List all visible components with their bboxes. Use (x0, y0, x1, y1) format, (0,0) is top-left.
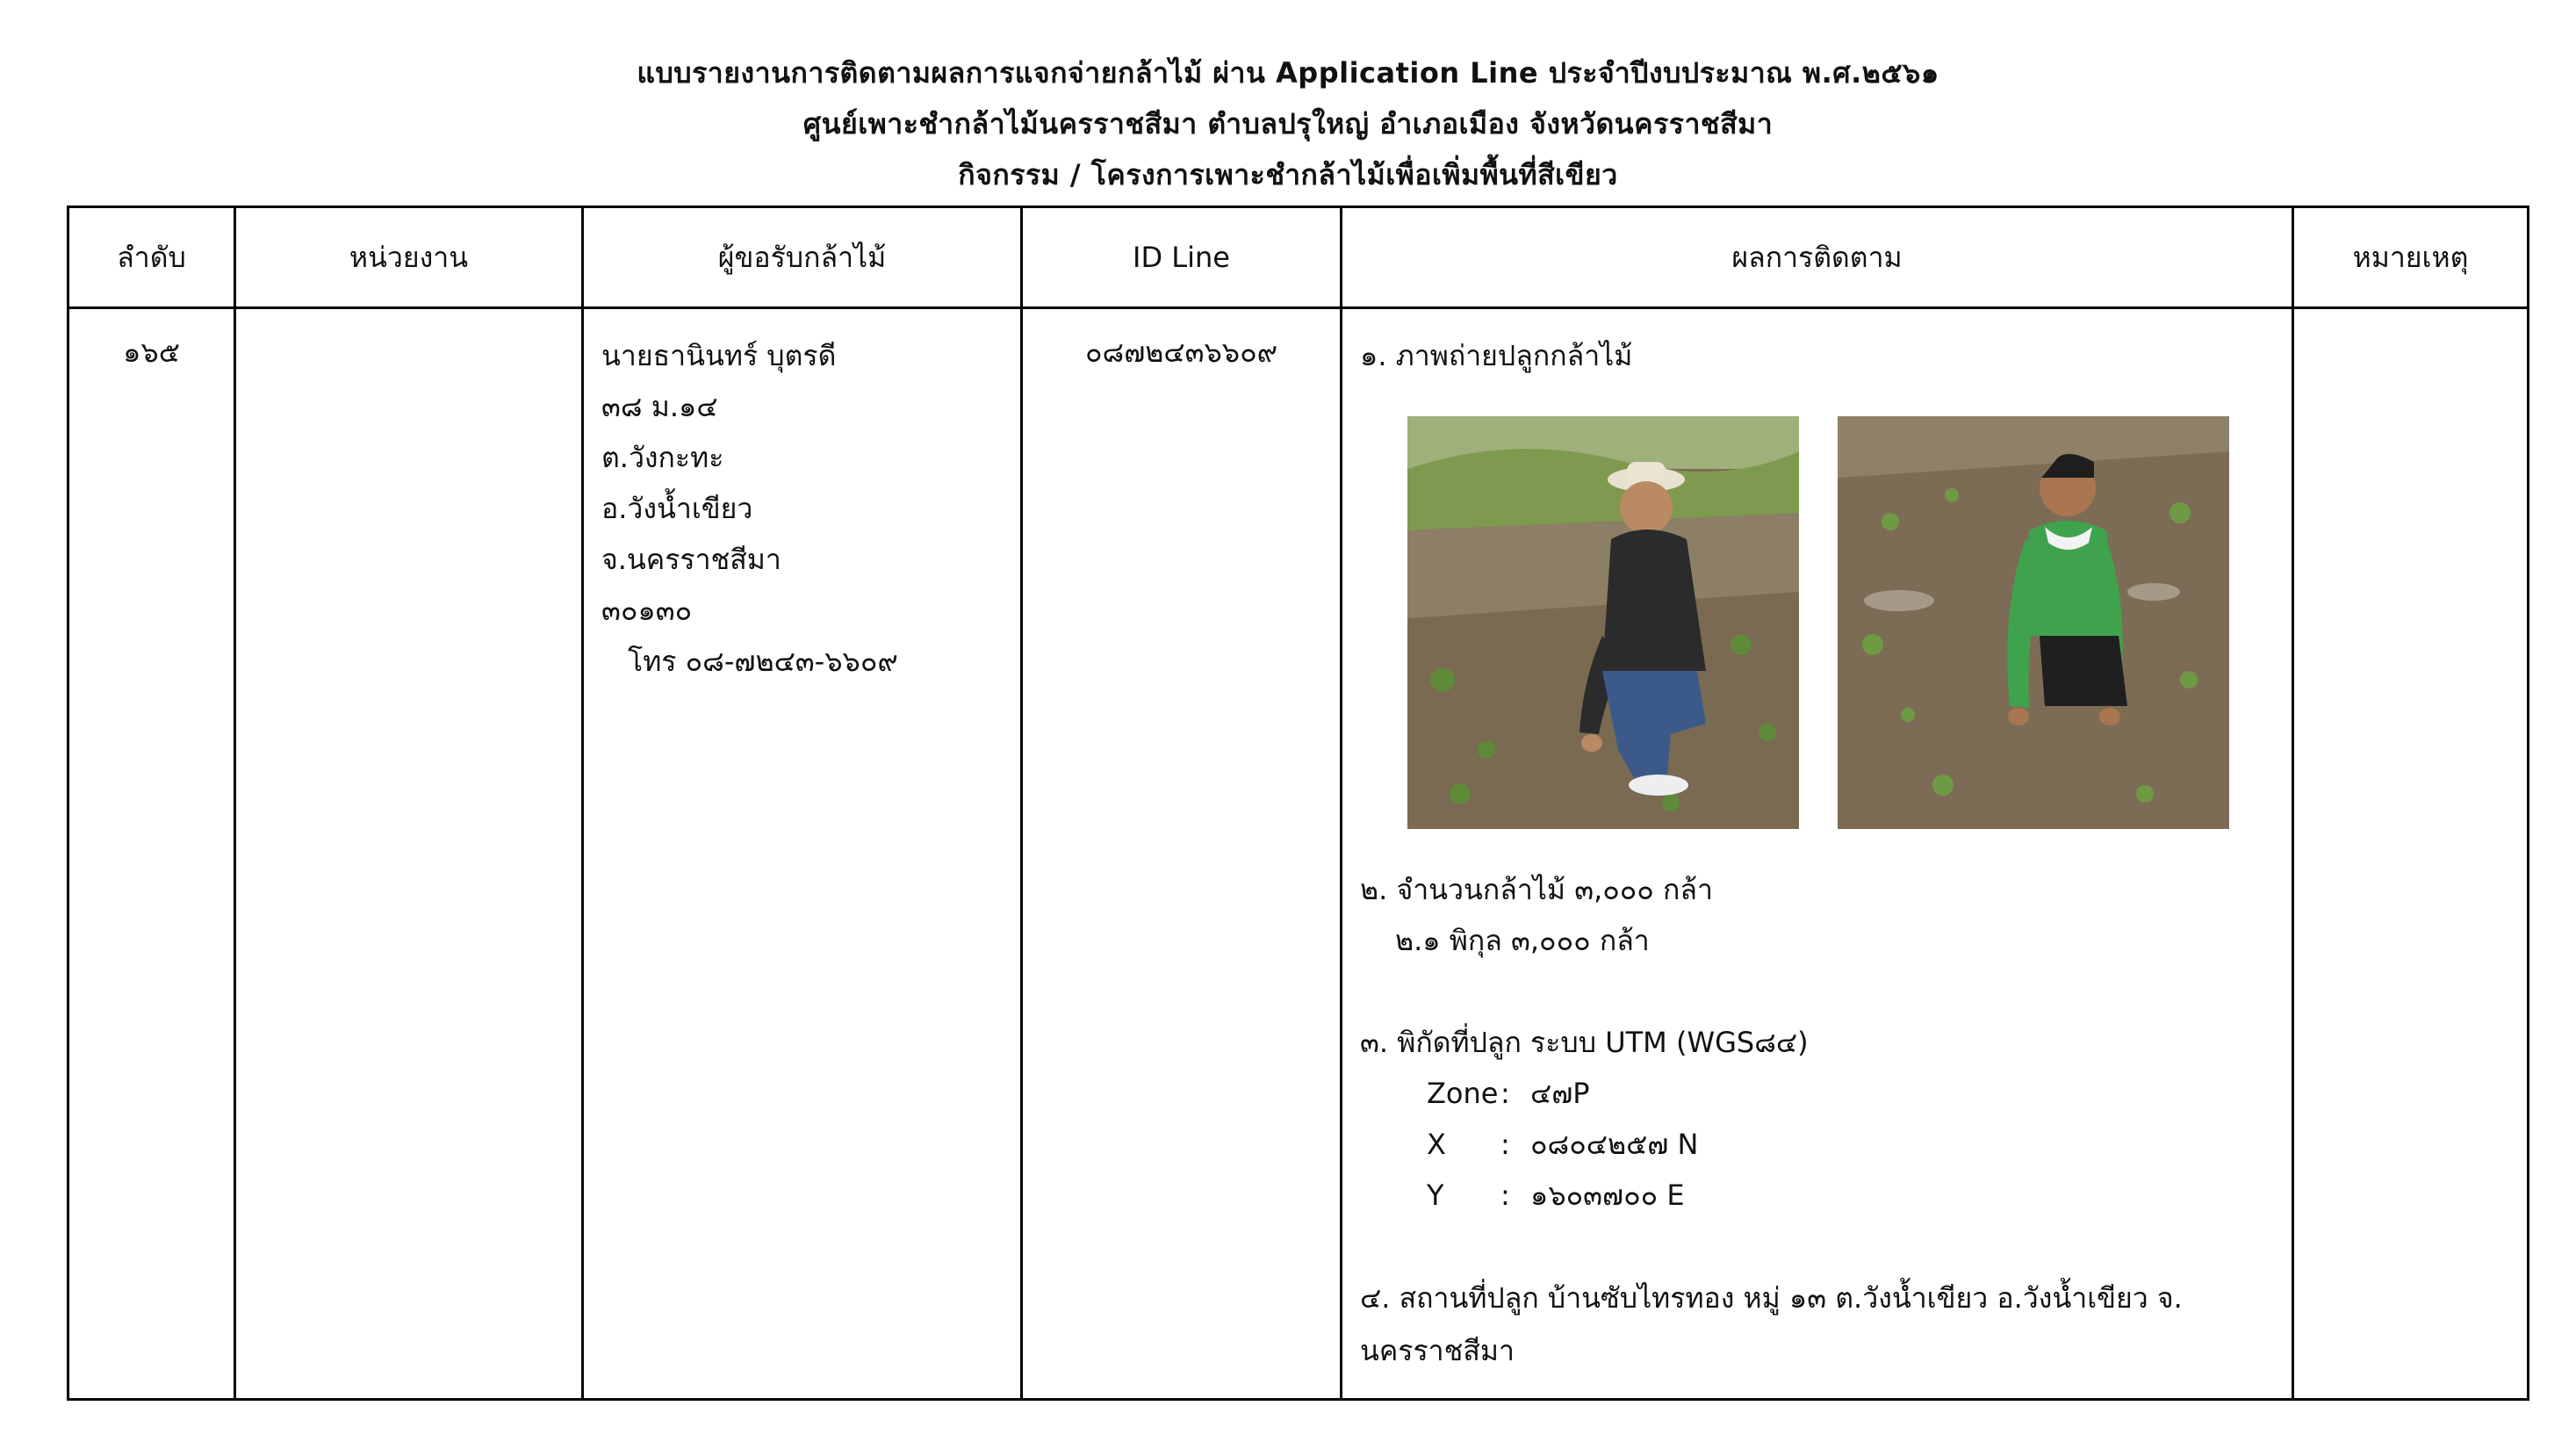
recipient-province: จ.นครราชสีมา (601, 543, 781, 576)
coord-x-label: X (1427, 1128, 1446, 1161)
coord-y-value: ๑๖๐๓๗๐๐ E (1530, 1179, 1685, 1212)
planting-photos (1407, 416, 2274, 829)
report-title: แบบรายงานการติดตามผลการแจกจ่ายกล้าไม้ ผ่าน Application Line ประจำปีงบประมาณ พ.ศ.๒๕๖๑ (637, 56, 1939, 90)
col-header-result: ผลการติดตาม (1342, 207, 2293, 308)
cell-remark (2293, 308, 2529, 1400)
coord-x-value: ๐๘๐๔๒๕๗ N (1530, 1128, 1699, 1161)
recipient-phone: โทร ๐๘-๗๒๔๓-๖๖๐๙ (628, 645, 898, 678)
recipient-district: อ.วังน้ำเขียว (601, 492, 753, 525)
cell-agency (235, 308, 583, 1400)
report-activity: กิจกรรม / โครงการเพาะชำกล้าไม้เพื่อเพิ่มพื้นที่สีเขียว (958, 158, 1618, 191)
col-header-order: ลำดับ (68, 207, 235, 308)
result-item-photos: ๑. ภาพถ่ายปลูกกล้าไม้ (1360, 339, 1633, 372)
result-item-coordinates: ๓. พิกัดที่ปลูก ระบบ UTM (WGS๘๔) (1360, 1026, 1809, 1059)
coord-zone: Zone: ๔๗P (1360, 1068, 2274, 1119)
cell-order: ๑๖๕ (68, 308, 235, 1400)
coord-zone-label: Zone (1427, 1077, 1499, 1110)
coord-x: X : ๐๘๐๔๒๕๗ N (1360, 1119, 2274, 1170)
recipient-address: ๓๘ ม.๑๔ (601, 390, 718, 423)
coord-y: Y : ๑๖๐๓๗๐๐ E (1360, 1170, 2274, 1221)
cell-id-line: ๐๘๗๒๔๓๖๖๐๙ (1022, 308, 1342, 1400)
report-center: ศูนย์เพาะชำกล้าไม้นครราชสีมา ตำบลปรุใหญ่ อำเภอเมือง จังหวัดนครราชสีมา (802, 107, 1774, 141)
coord-zone-value: ๔๗P (1530, 1077, 1590, 1110)
col-header-id-line: ID Line (1022, 207, 1342, 308)
result-item-seedlings: ๒. จำนวนกล้าไม้ ๓,๐๐๐ กล้า (1360, 873, 1713, 906)
recipient-postcode: ๓๐๑๓๐ (601, 594, 693, 627)
table-header-row (68, 207, 2529, 308)
result-item-location: ๔. สถานที่ปลูก บ้านซับไทรทอง หมู่ ๑๓ ต.วังน้ำเขียว อ.วังน้ำเขียว จ. นครราชสีมา (1360, 1281, 2183, 1367)
coord-y-label: Y (1427, 1179, 1444, 1212)
planting-photo-1 (1407, 416, 1799, 829)
table-row (68, 308, 2529, 1400)
planting-photo-2 (1838, 416, 2229, 829)
result-item-species: ๒.๑ พิกุล ๓,๐๐๐ กล้า (1395, 924, 1650, 957)
recipient-subdistrict: ต.วังกะทะ (601, 441, 724, 474)
col-header-agency: หน่วยงาน (235, 207, 583, 308)
col-header-recipient: ผู้ขอรับกล้าไม้ (583, 207, 1022, 308)
cell-result (1342, 308, 2293, 1400)
col-header-remark: หมายเหตุ (2293, 207, 2529, 308)
cell-recipient (583, 308, 1022, 1400)
recipient-name: นายธานินทร์ บุตรดี (601, 339, 837, 372)
report-header (0, 47, 2576, 200)
report-table (67, 205, 2529, 1401)
